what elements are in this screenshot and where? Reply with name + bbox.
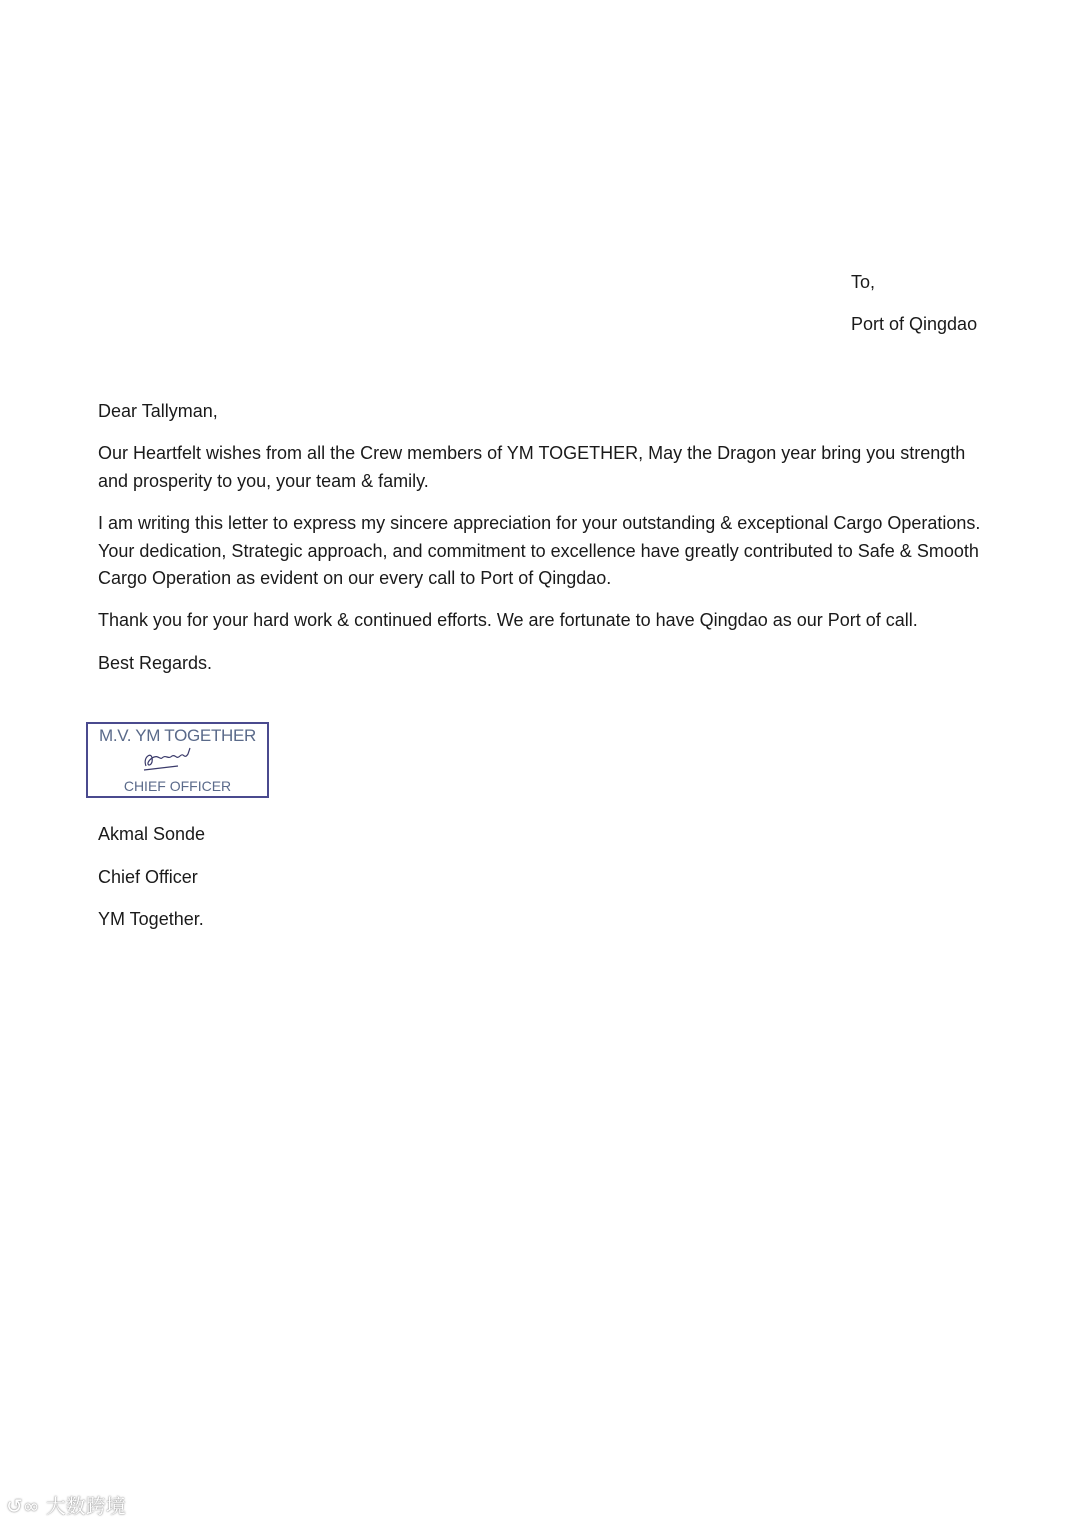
officer-stamp (86, 722, 269, 798)
watermark-logo-icon: ↺∞ (6, 1494, 46, 1518)
signatory-vessel: YM Together. (98, 909, 204, 929)
signature-icon (140, 746, 200, 772)
recipient-name: Port of Qingdao (851, 314, 978, 334)
recipient-to: To, (851, 272, 876, 292)
paragraph-wishes: Our Heartfelt wishes from all the Crew members of YM TOGETHER, May the Dragon year bring you strength and prosperity to you, your team & family. (98, 443, 966, 491)
signatory-name: Akmal Sonde (98, 824, 206, 844)
signatory-title: Chief Officer (98, 867, 198, 887)
stamp-vessel: M.V. YM TOGETHER (98, 726, 257, 745)
stamp-title: CHIEF OFFICER (123, 778, 232, 794)
paragraph-thanks: Thank you for your hard work & continued efforts. We are fortunate to have Qingdao as our Port of call. (98, 610, 918, 630)
closing: Best Regards. (98, 653, 213, 673)
paragraph-appreciation: I am writing this letter to express my sincere appreciation for your outstanding & exceptional Cargo Operations. Your dedication, Strategic approach, and commitment to excellence have greatly contributed to Safe & Smooth Cargo Operation as evident on our every call to Port of Qingdao. (98, 513, 981, 588)
watermark-text: 大数跨境 (45, 1494, 126, 1518)
watermark (6, 1490, 126, 1519)
salutation: Dear Tallyman, (98, 401, 218, 421)
